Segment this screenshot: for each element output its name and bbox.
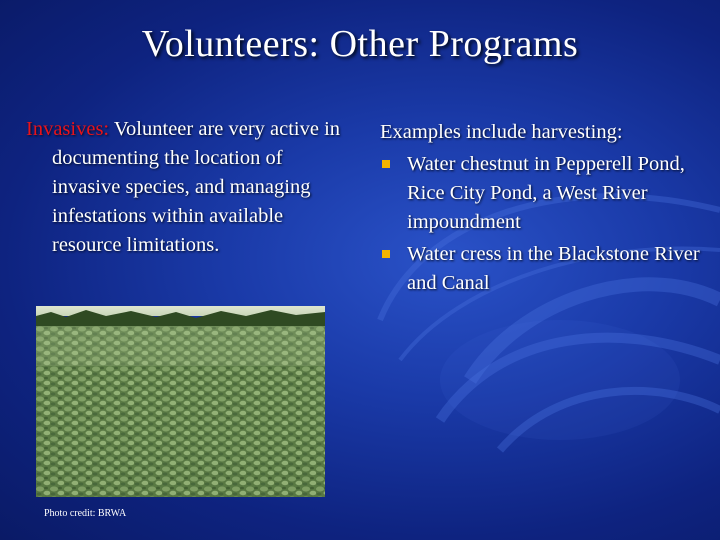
- photo-credit: Photo credit: BRWA: [44, 508, 127, 519]
- bullet-item: [380, 240, 710, 298]
- invasives-text: Volunteer are very active in documenting the location of invasive species, and managing infestations within available resource limitations.: [52, 118, 341, 256]
- bullet-item: [380, 150, 710, 237]
- examples-intro: Examples include harvesting:: [380, 121, 623, 143]
- bullet-text: Water cress in the Blackstone River and Canal: [407, 243, 700, 294]
- examples-block: [380, 118, 710, 298]
- invasives-label: Invasives:: [26, 118, 110, 140]
- water-chestnut-photo: [36, 306, 325, 497]
- slide-title: Volunteers: Other Programs: [141, 23, 579, 65]
- bullet-text: Water chestnut in Pepperell Pond, Rice City Pond, a West River impoundment: [407, 153, 685, 233]
- invasives-paragraph: [26, 115, 352, 260]
- square-bullet-icon: [382, 160, 390, 168]
- square-bullet-icon: [382, 250, 390, 258]
